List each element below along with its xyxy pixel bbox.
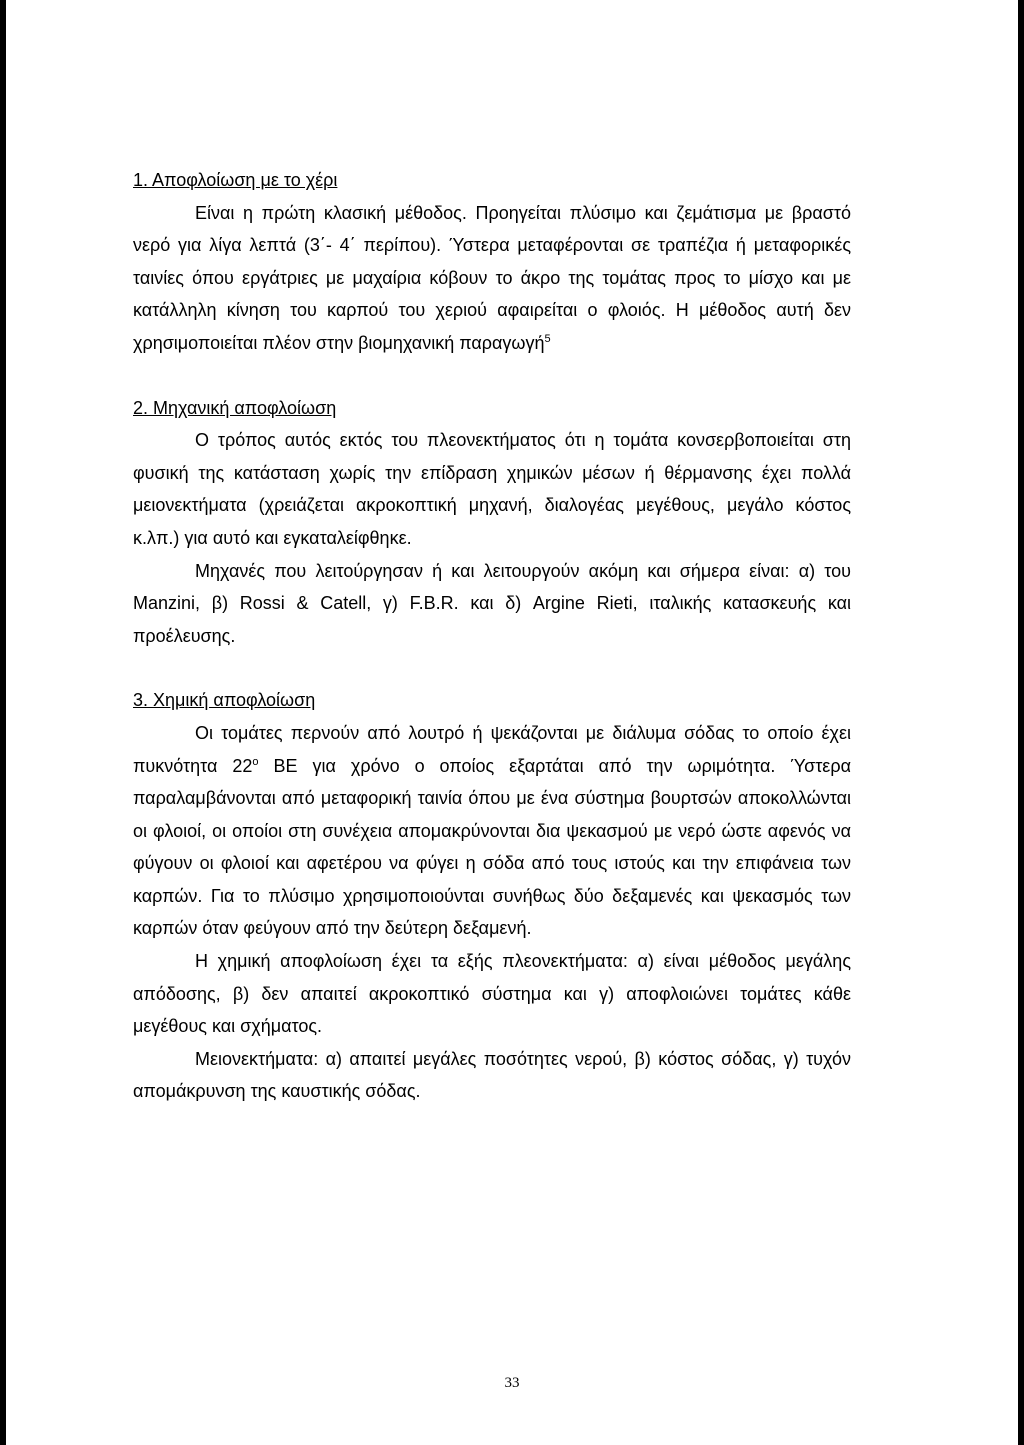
- section-manual-peeling: [133, 164, 851, 360]
- paragraph-text: Οι τομάτες περνούν από λουτρό ή ψεκάζονται με διάλυμα σόδας το οποίο έχει πυκνότητα 22: [133, 722, 851, 776]
- section-chemical-peeling: [133, 684, 851, 1108]
- section-heading: 1. Αποφλοίωση με το χέρι: [133, 170, 338, 190]
- section-heading: 3. Χημική αποφλοίωση: [133, 690, 316, 711]
- degree-marker: ο: [252, 755, 259, 768]
- footnote-marker: 5: [544, 332, 551, 345]
- paragraph-text: Είναι η πρώτη κλασική μέθοδος. Προηγείται πλύσιμο και ζεμάτισμα με βραστό νερό για λίγα λεπτά (3΄- 4΄ περίπου). Ύστερα μεταφέρονται σε τραπέζια ή μεταφορικές ταινίες όπου εργάτριες με μαχαίρια κόβουν το άκρο της τομάτας προς το μίσχο και με κατάλληλη κίνηση του καρπού του χεριού αφαιρείται ο φλοιός. Η μέθοδος αυτή δεν χρησιμοποιείται πλέον στην βιομηχανική παραγωγή: [133, 202, 851, 353]
- paragraph: Μηχανές που λειτούργησαν ή και λειτουργούν ακόμη και σήμερα είναι: α) του Manzini, β) Rossi & Catell, γ) F.B.R. και δ) Argine Rieti, ιταλικής κατασκευής και προέλευσης.: [133, 560, 851, 646]
- section-mechanical-peeling: [133, 392, 851, 653]
- page-content: [133, 164, 851, 1108]
- document-page: [6, 0, 1018, 1445]
- paragraph: [133, 197, 851, 360]
- paragraph: Μειονεκτήματα: α) απαιτεί μεγάλες ποσότητες νερού, β) κόστος σόδας, γ) τυχόν απομάκρυνση της καυστικής σόδας.: [133, 1048, 851, 1102]
- paragraph: Η χημική αποφλοίωση έχει τα εξής πλεονεκτήματα: α) είναι μέθοδος μεγάλης απόδοσης, β) δεν απαιτεί ακροκοπτικό σύστημα και γ) αποφλοιώνει τομάτες κάθε μεγέθους και σχήματος.: [133, 951, 851, 1037]
- paragraph: [133, 717, 851, 945]
- paragraph: Ο τρόπος αυτός εκτός του πλεονεκτήματος ότι η τομάτα κονσερβοποιείται στη φυσική της κατάσταση χωρίς την επίδραση χημικών μέσων ή θέρμανσης έχει πολλά μειονεκτήματα (χρειάζεται ακροκοπτική μηχανή, διαλογέας μεγέθους, μεγάλο κόστος κ.λπ.) για αυτό και εγκαταλείφθηκε.: [133, 430, 851, 548]
- paragraph-text: BE για χρόνο ο οποίος εξαρτάται από την ωριμότητα. Ύστερα παραλαμβάνονται από μεταφορική ταινία όπου με ένα σύστημα βουρτσών αποκολλώνται οι φλοιοί, οι οποίοι στη συνέχεια απομακρύνονται δια ψεκασμού με νερό ώστε αφενός να φύγουν οι φλοιοί και αφετέρου να φύγει η σόδα από τους ιστούς και την επιφάνεια των καρπών. Για το πλύσιμο χρησιμοποιούνται συνήθως δύο δεξαμενές και ψεκασμός των καρπών όταν φεύγουν από την δεύτερη δεξαμενή.: [133, 755, 851, 939]
- section-heading: 2. Μηχανική αποφλοίωση: [133, 397, 337, 418]
- page-number: 33: [504, 1375, 520, 1391]
